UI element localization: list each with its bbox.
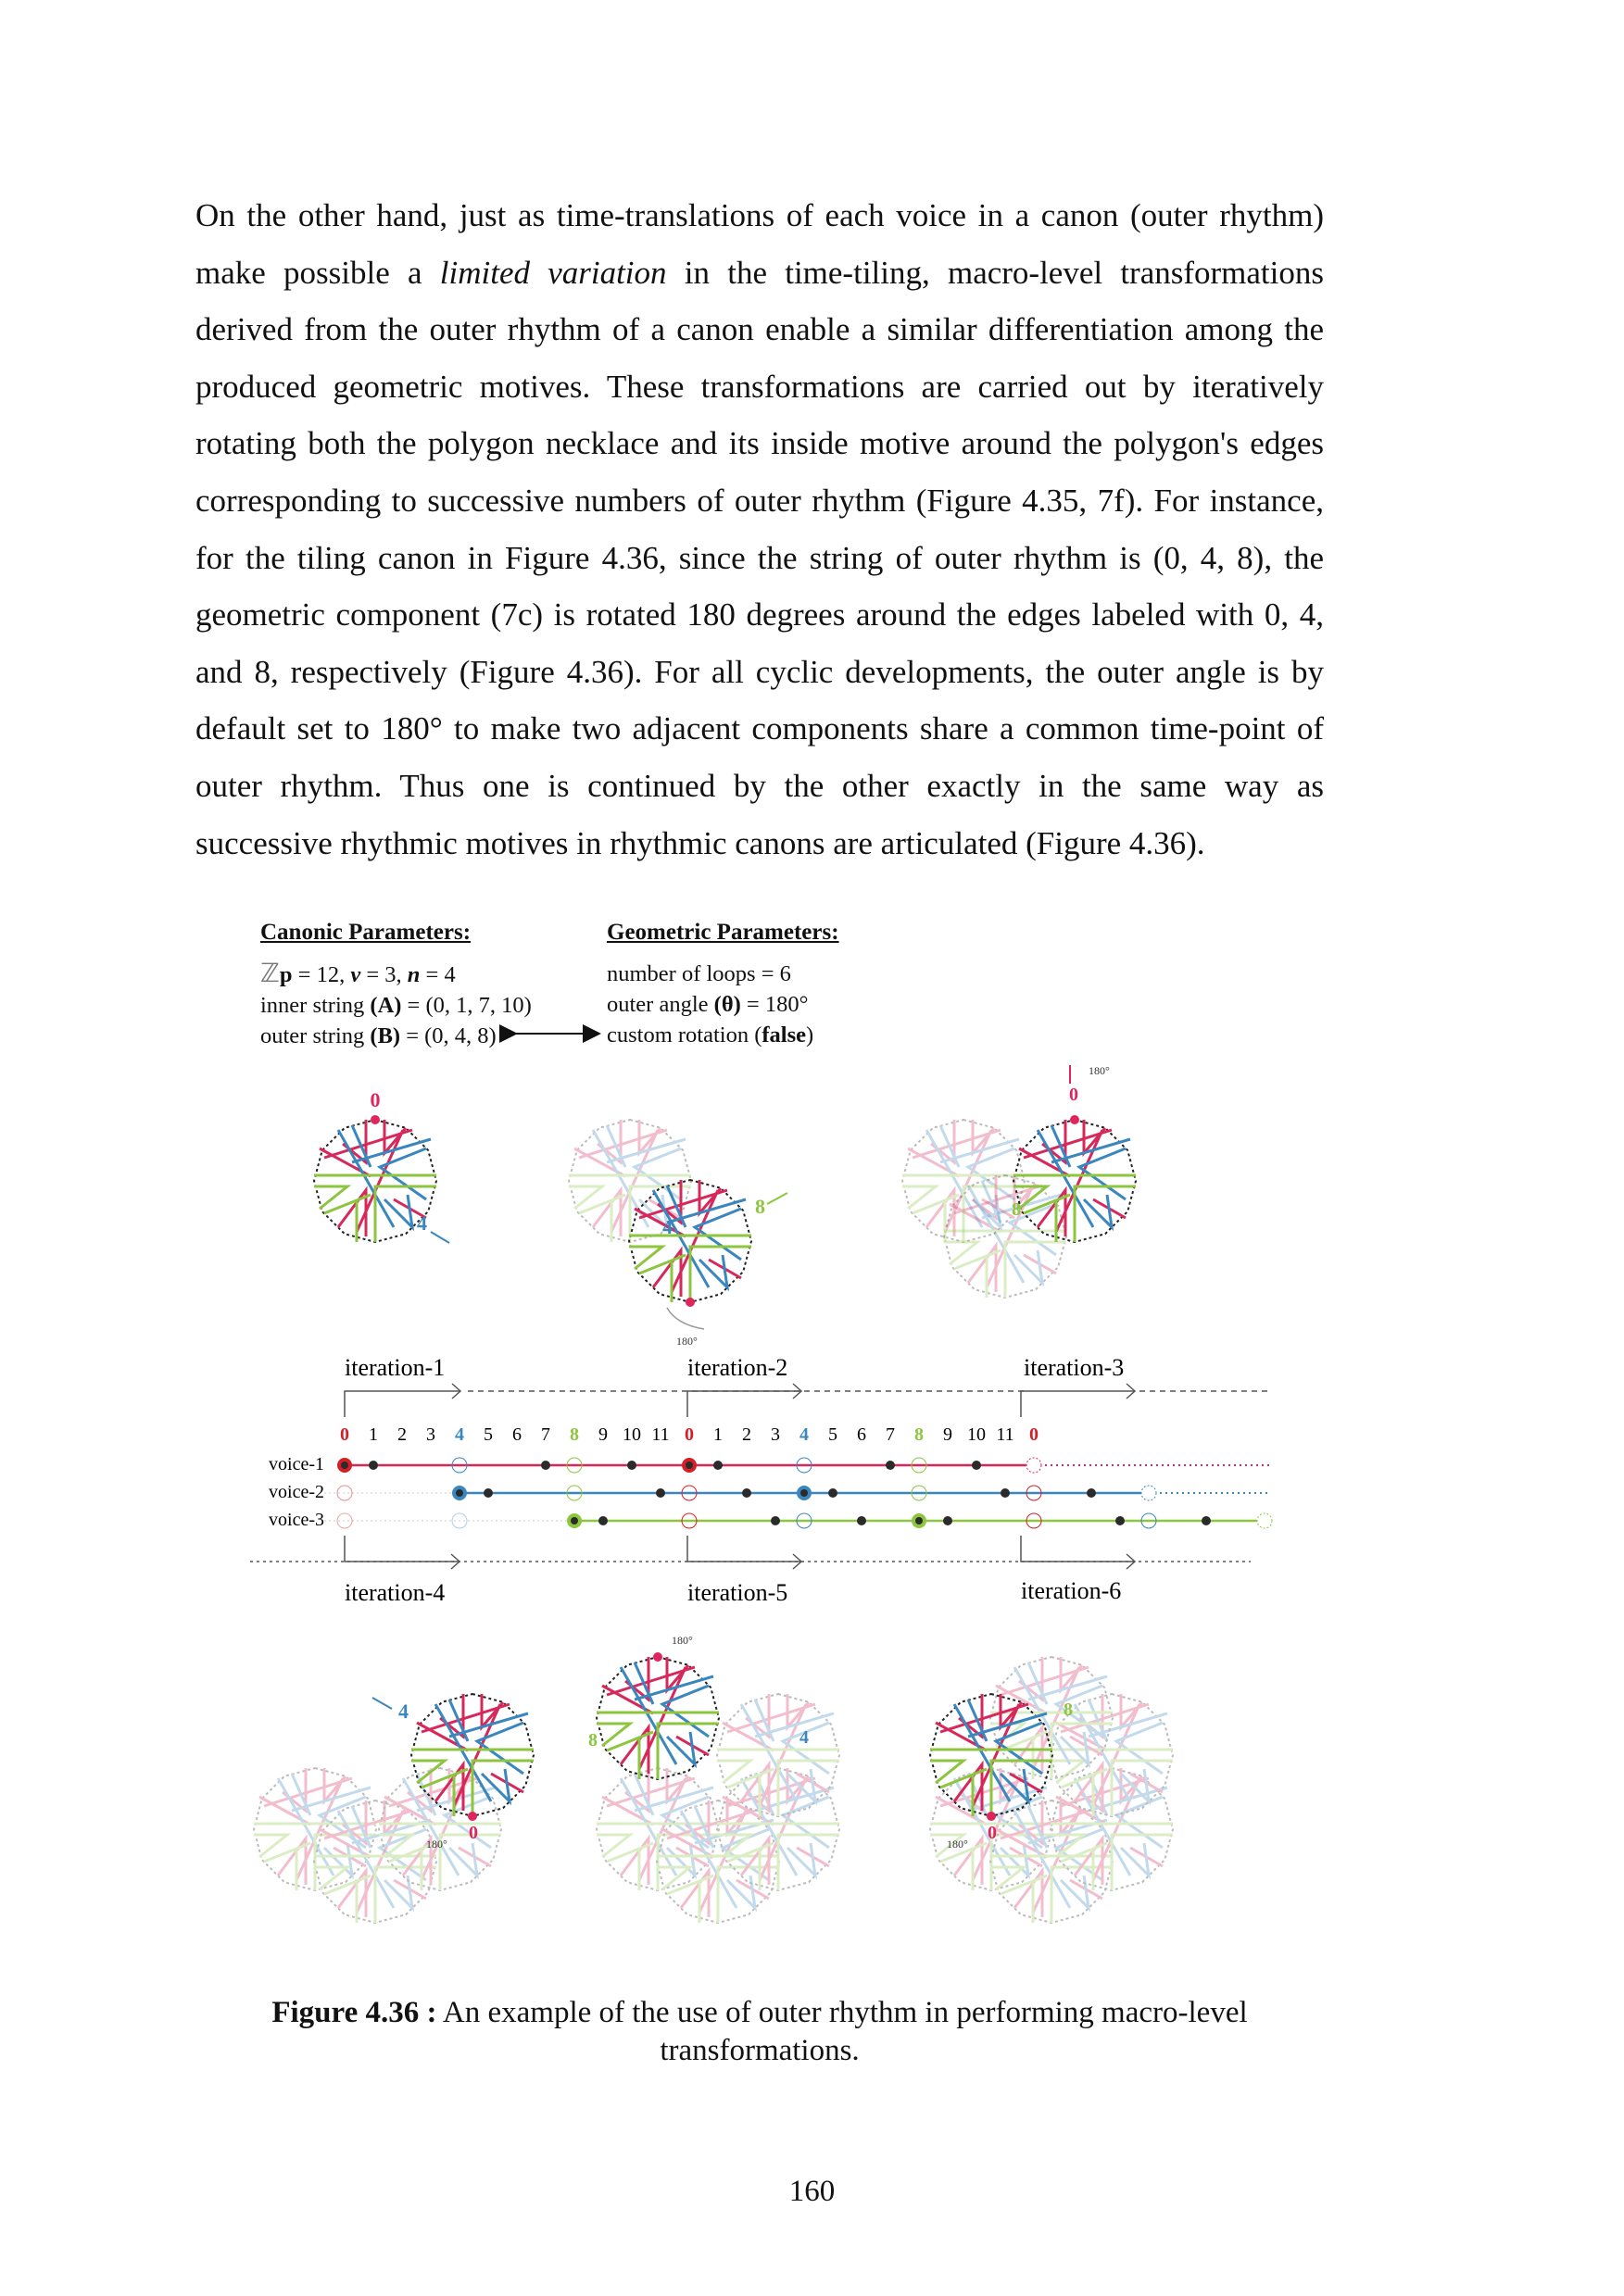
figure-caption <box>185 1994 1334 2070</box>
text-line: corresponding to successive numbers of outer rhythm (Figure 4.35, 7f). For instance, <box>195 482 1324 519</box>
svg-text:180°: 180° <box>1089 1064 1110 1077</box>
text-line: successive rhythmic motives in rhythmic canons are articulated (Figure 4.36). <box>195 824 1205 861</box>
iteration-2-label: iteration-2 <box>687 1354 788 1381</box>
svg-text:4: 4 <box>398 1700 409 1723</box>
zp-params: ℤp = 12, v = 3, n = 4 <box>260 960 456 988</box>
svg-text:0: 0 <box>370 1088 381 1111</box>
number-of-loops: number of loops = 6 <box>607 961 791 986</box>
svg-text:6: 6 <box>512 1424 522 1445</box>
svg-text:1: 1 <box>713 1424 723 1445</box>
svg-text:5: 5 <box>484 1424 493 1445</box>
svg-text:3: 3 <box>771 1424 780 1445</box>
inner-string: inner string (A) = (0, 1, 7, 10) <box>260 993 532 1018</box>
voice-3-track <box>324 1513 1272 1528</box>
text-line: On the other hand, just as time-translations of each voice in a canon (outer rhythm) <box>195 197 1324 233</box>
text-line: derived from the outer rhythm of a canon enable a similar differentiation among the <box>195 311 1324 348</box>
svg-text:2: 2 <box>742 1424 751 1445</box>
iteration-arrows-top <box>345 1384 1269 1417</box>
svg-text:180°: 180° <box>676 1335 698 1348</box>
text-line: make possible a limited variation in the time-tiling, macro-level transformations <box>195 254 1324 291</box>
text-line: and 8, respectively (Figure 4.36). For all cyclic developments, the outer angle is by <box>195 653 1324 690</box>
svg-text:0: 0 <box>469 1823 478 1843</box>
voice-3-label: voice-3 <box>269 1510 324 1530</box>
text-line: produced geometric motives. These transformations are carried out by iteratively <box>195 368 1324 405</box>
svg-text:6: 6 <box>857 1424 866 1445</box>
voice-2-track <box>324 1486 1269 1500</box>
text-line: default set to 180° to make two adjacent components share a common time-point of <box>195 710 1324 747</box>
iteration-5-label: iteration-5 <box>687 1579 788 1606</box>
tick-labels <box>340 1424 1039 1445</box>
svg-text:10: 10 <box>967 1424 986 1445</box>
iteration-1-label: iteration-1 <box>345 1354 446 1381</box>
svg-text:1: 1 <box>369 1424 378 1445</box>
svg-text:2: 2 <box>397 1424 407 1445</box>
svg-text:4: 4 <box>662 1215 673 1238</box>
svg-text:8: 8 <box>588 1730 598 1750</box>
svg-text:0: 0 <box>340 1424 349 1445</box>
iteration-2-motif <box>629 1180 751 1302</box>
custom-rotation: custom rotation (false) <box>607 1023 814 1048</box>
iteration-3-motif <box>1013 1120 1136 1242</box>
svg-text:0: 0 <box>1069 1085 1078 1105</box>
svg-text:11: 11 <box>651 1424 670 1445</box>
geometric-parameters-header: Geometric Parameters: <box>607 920 839 945</box>
body-paragraph <box>195 187 1324 872</box>
svg-text:4: 4 <box>417 1211 427 1235</box>
svg-text:4: 4 <box>455 1424 464 1445</box>
geometric-parameters <box>607 917 839 1050</box>
svg-text:7: 7 <box>541 1424 550 1445</box>
svg-text:4: 4 <box>799 1424 809 1445</box>
outer-string: outer string (B) = (0, 4, 8) <box>260 1023 497 1048</box>
svg-text:7: 7 <box>886 1424 895 1445</box>
svg-text:180°: 180° <box>947 1838 968 1851</box>
voice-2-label: voice-2 <box>269 1482 324 1502</box>
svg-text:180°: 180° <box>672 1634 693 1647</box>
svg-text:11: 11 <box>996 1424 1014 1445</box>
iteration-3-label: iteration-3 <box>1024 1354 1125 1381</box>
voice-1-label: voice-1 <box>269 1454 324 1474</box>
caption-label: Figure 4.36 : <box>271 1996 437 2029</box>
iteration-arrows-bottom <box>250 1536 1251 1569</box>
caption-text: An example of the use of outer rhythm in performing macro-level transformations. <box>436 1996 1248 2067</box>
svg-text:9: 9 <box>943 1424 952 1445</box>
voice-1-track <box>337 1458 1269 1473</box>
iteration-5-motif <box>597 1657 719 1779</box>
svg-text:0: 0 <box>1029 1424 1039 1445</box>
svg-text:9: 9 <box>598 1424 608 1445</box>
svg-text:8: 8 <box>1012 1199 1021 1220</box>
figure-graphics <box>241 917 1288 1973</box>
svg-text:0: 0 <box>988 1823 997 1843</box>
canonic-parameters-header: Canonic Parameters: <box>260 920 472 945</box>
figure-4-36 <box>241 917 1288 1973</box>
svg-text:8: 8 <box>570 1424 579 1445</box>
svg-text:3: 3 <box>426 1424 435 1445</box>
svg-text:10: 10 <box>623 1424 641 1445</box>
svg-text:0: 0 <box>685 1424 694 1445</box>
svg-text:8: 8 <box>755 1195 765 1218</box>
text-line: rotating both the polygon necklace and its inside motive around the polygon's edges <box>195 425 1324 462</box>
text-line: outer rhythm. Thus one is continued by the other exactly in the same way as <box>195 767 1324 804</box>
outer-angle: outer angle (θ) = 180° <box>607 992 809 1017</box>
iteration-6-label: iteration-6 <box>1021 1577 1122 1604</box>
iteration-4-label: iteration-4 <box>345 1579 446 1606</box>
svg-text:4: 4 <box>799 1727 809 1748</box>
text-line: for the tiling canon in Figure 4.36, since the string of outer rhythm is (0, 4, 8), the <box>195 539 1324 576</box>
emphasis-limited-variation: limited variation <box>439 254 667 291</box>
text-line: geometric component (7c) is rotated 180 degrees around the edges labeled with 0, 4, <box>195 596 1324 634</box>
svg-text:180°: 180° <box>426 1838 447 1851</box>
svg-text:8: 8 <box>914 1424 924 1445</box>
svg-text:8: 8 <box>1064 1700 1073 1720</box>
page-number: 160 <box>788 2175 836 2208</box>
svg-text:5: 5 <box>828 1424 837 1445</box>
